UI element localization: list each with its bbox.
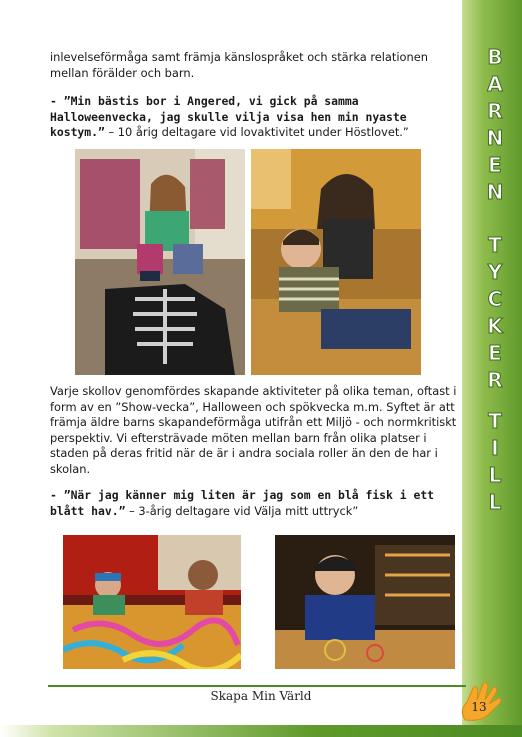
quote-1-attribution: – 10 årig deltagare vid lovaktivitet under Höstlovet.”: [104, 125, 409, 140]
photo-children-crafting: [63, 535, 241, 669]
sidebar-word-tycker: [480, 232, 510, 394]
quote-2-text: [50, 488, 468, 519]
sidebar-letter: B: [487, 45, 503, 69]
quote-1-bold: - ”Min bästis bor i Angered, vi gick på samma Halloweenvecka, jag skulle vilja visa hen min nyaste kostym.”: [50, 94, 407, 140]
page-number: 13: [471, 700, 487, 714]
sidebar-letter: I: [491, 436, 499, 460]
footer-divider: [48, 685, 466, 687]
quote-1-text: [50, 94, 468, 141]
photo-children-crafting-image: [63, 535, 241, 669]
photo-girl-painting-skeleton-image: [75, 149, 245, 375]
sidebar-letter: N: [486, 126, 504, 150]
sidebar-letter: N: [486, 180, 504, 204]
sidebar-letter: R: [487, 368, 503, 392]
sidebar-letter: L: [488, 490, 502, 514]
paragraph-activities-text: Varje skollov genomfördes skapande aktiviteter på olika teman, oftast i form av en ”Show-vecka”, Halloween och spökvecka m.m. Syftet är att främja äldre barns skapandeförmåga utifrån ett Miljö - och normkritiskt perspektiv. Vi eftersträvade möten mellan barn från olika platser i staden på deras fritid när de är i andra sociala roller än den de har i skolan.: [50, 384, 457, 476]
photo-two-boys-playing: [251, 149, 421, 375]
sidebar-word-barnen: [480, 44, 510, 206]
photo-boy-with-beads: [275, 535, 455, 669]
paragraph-activities: [50, 384, 468, 478]
quote-2-attribution: – 3-årig deltagare vid Välja mitt uttryck”: [125, 503, 359, 518]
quote-2: [50, 488, 468, 519]
sidebar-word-till: [480, 408, 510, 516]
sidebar-letter: E: [488, 153, 502, 177]
sidebar-letter: E: [488, 341, 502, 365]
sidebar-letter: K: [487, 314, 503, 338]
sidebar-letter: Y: [487, 260, 503, 284]
footer-title: Skapa Min Värld: [210, 689, 312, 703]
sidebar-letter: T: [488, 409, 502, 433]
sidebar-letter: L: [488, 463, 502, 487]
sidebar-letter: R: [487, 99, 503, 123]
photo-girl-painting-skeleton: [75, 149, 245, 375]
bottom-green-bar: [0, 725, 522, 737]
sidebar-letter: C: [487, 287, 503, 311]
photo-boy-with-beads-image: [275, 535, 455, 669]
paragraph-intro-text: inlevelseförmåga samt främja känslospråket och stärka relationen mellan förälder och barn.: [50, 50, 428, 80]
quote-1: [50, 94, 468, 141]
photo-two-boys-playing-image: [251, 149, 421, 375]
quote-2-bold: - ”När jag känner mig liten är jag som en blå fisk i ett blått hav.”: [50, 488, 435, 518]
sidebar-letter: A: [487, 72, 503, 96]
paragraph-intro: [50, 50, 468, 81]
sidebar-letter: T: [488, 233, 502, 257]
